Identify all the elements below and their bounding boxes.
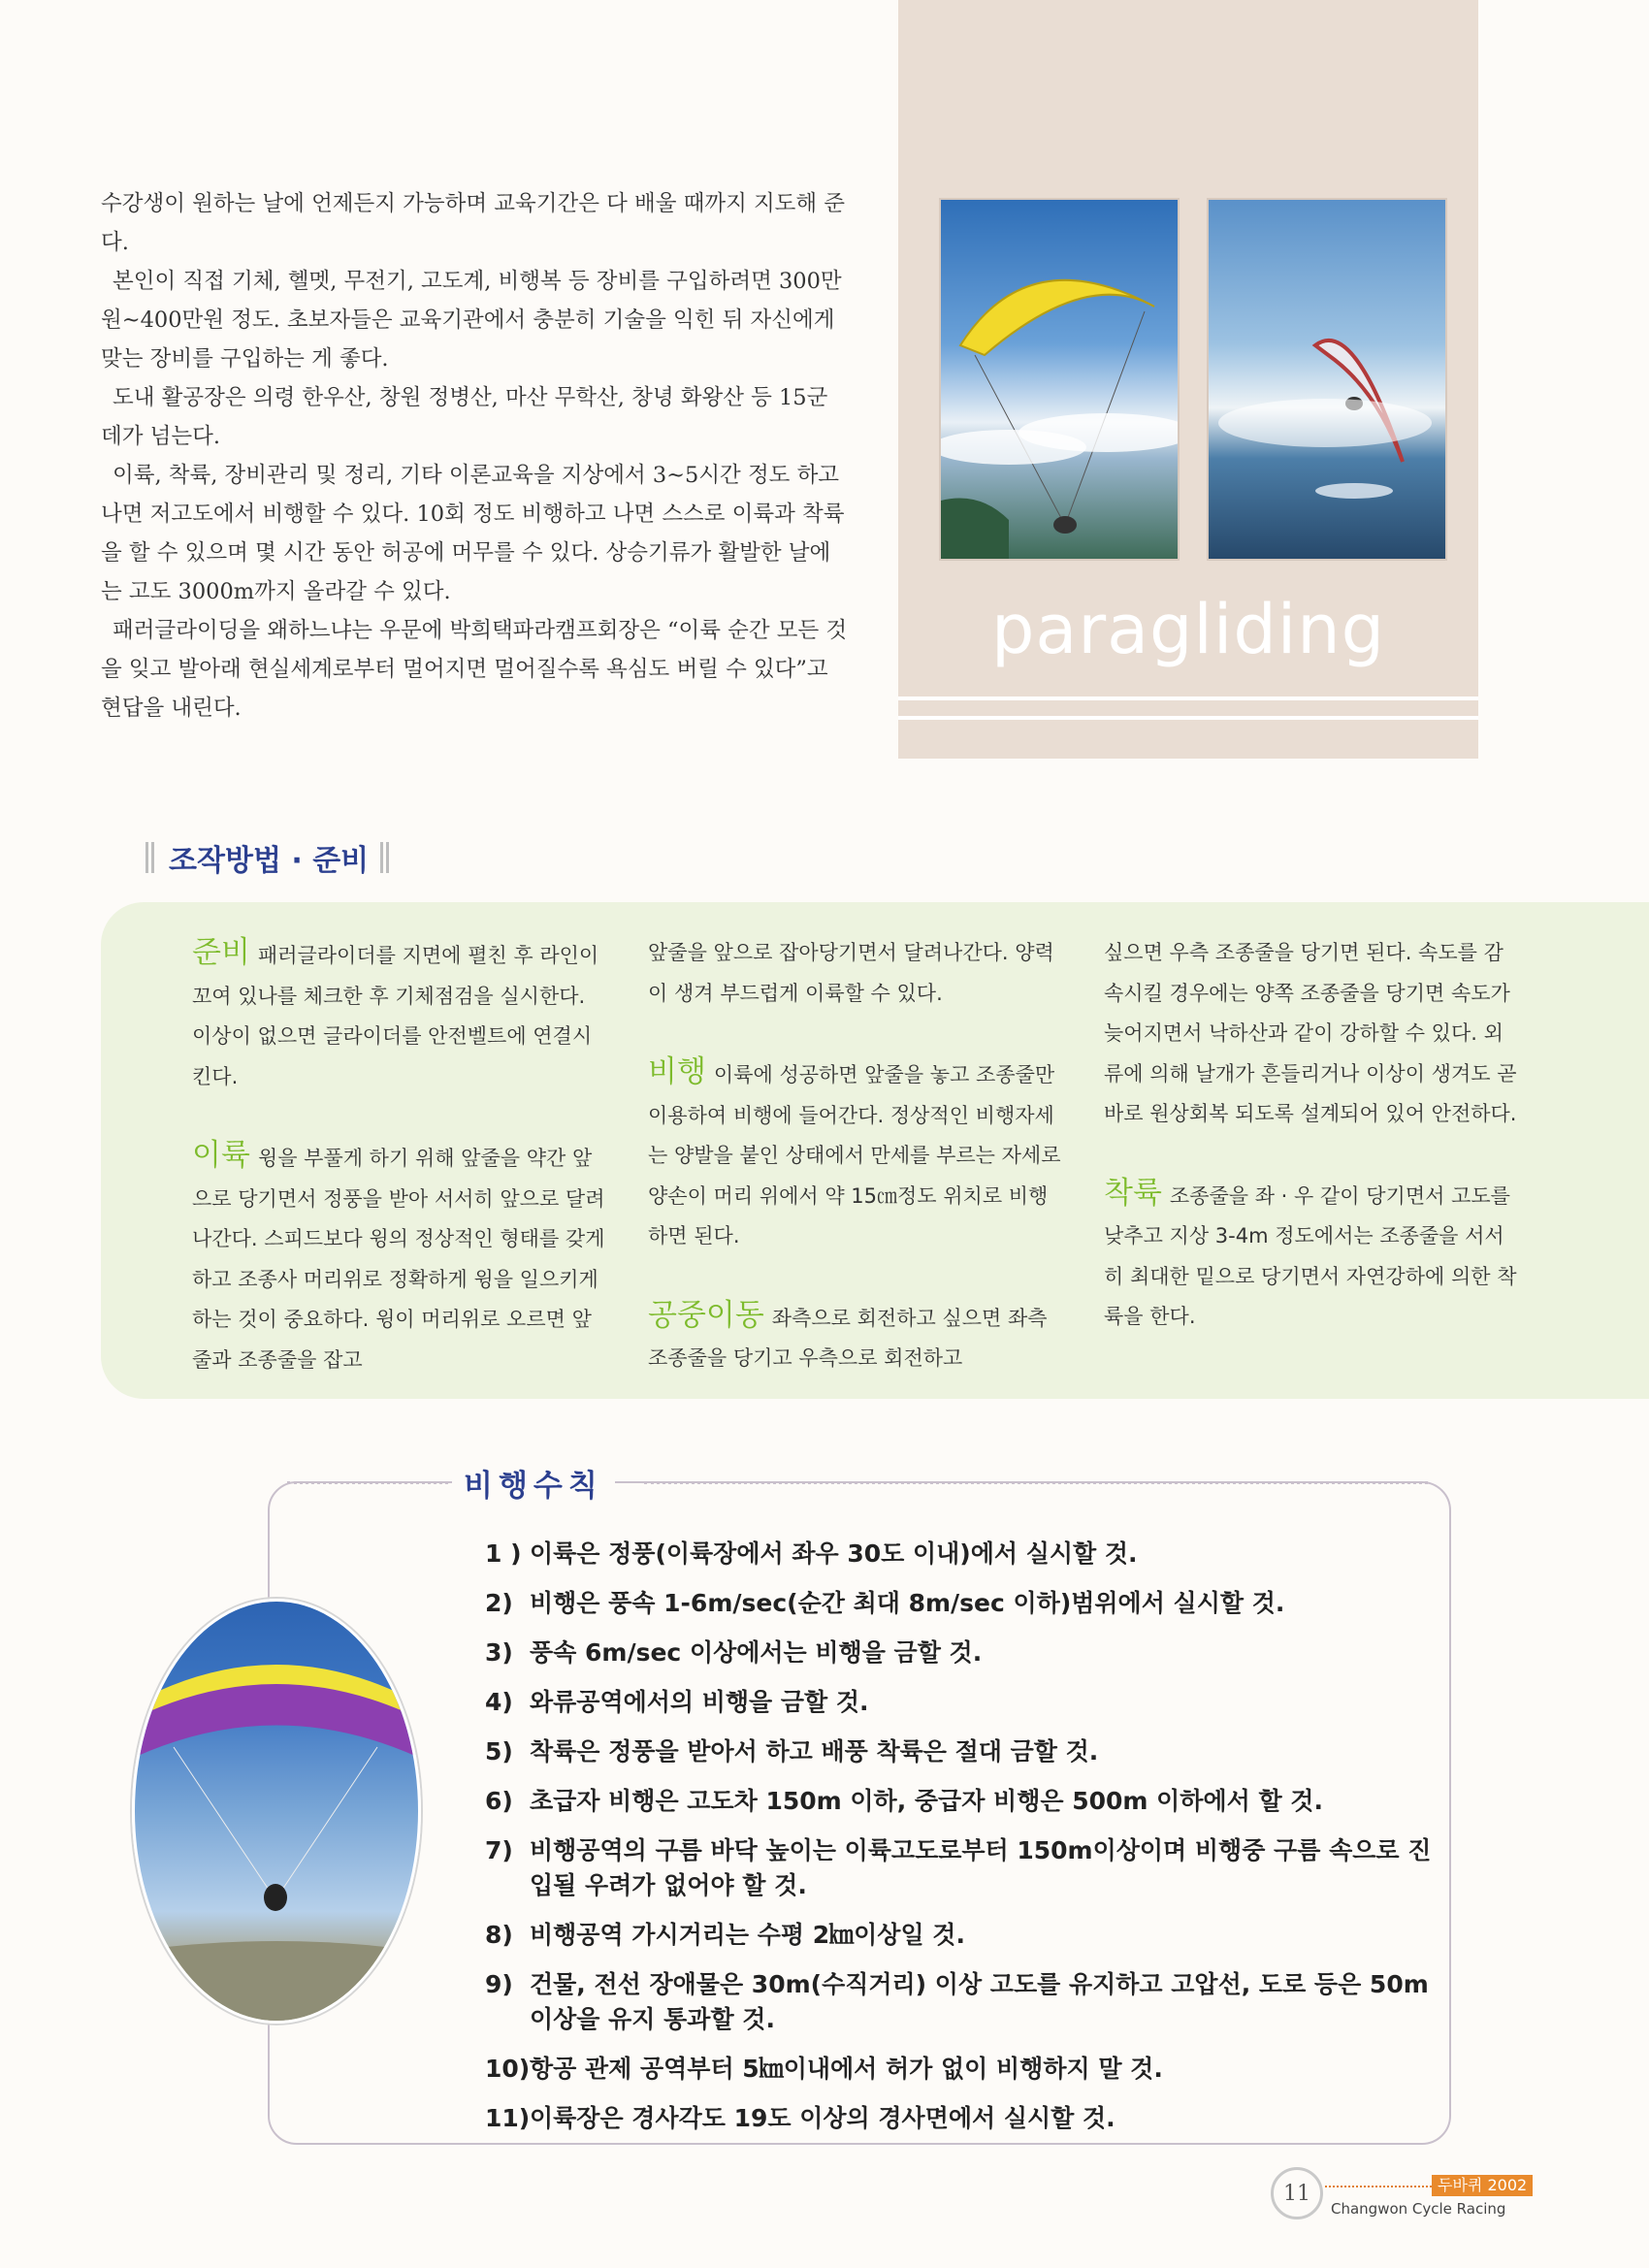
intro-paragraph: 이륙, 착륙, 장비관리 및 정리, 기타 이론교육을 지상에서 3~5시간 정도 하고 나면 저고도에서 비행할 수 있다. 10회 정도 비행하고 나면 스스로 이륙과 착륙을 할 수 있으며 몇 시간 동안 허공에 머무를 수 있다. 상승기류가 활발한 날에는 고도 3000m까지 올라갈 수 있다. bbox=[101, 463, 845, 604]
rule-number: 11) bbox=[485, 2104, 531, 2132]
text-block bbox=[648, 933, 1067, 1014]
text-block bbox=[1104, 1174, 1523, 1338]
block-text: 앞줄을 앞으로 잡아당기면서 달려나간다. 양력이 생겨 부드럽게 이륙할 수 있다. bbox=[648, 941, 1054, 1005]
rule-number: 6) bbox=[485, 1787, 513, 1815]
section-title: 조작방법 · 준비 bbox=[169, 844, 370, 878]
rule-text: 비행공역 가시거리는 수평 2㎞이상일 것. bbox=[530, 1921, 965, 1949]
intro-text bbox=[101, 184, 848, 728]
rule-number: 10) bbox=[485, 2055, 531, 2083]
block-text: 윙을 부풀게 하기 위해 앞줄을 약간 앞으로 당기면서 정풍을 받아 서서히 앞으로 달려나간다. 스피드보다 윙의 정상적인 형태를 갖게 하고 조종사 머리위로 정확하게 윙을 일으키게 하는 것이 중요하다. 윙이 머리위로 오르면 앞줄과 조종줄을 잡고 bbox=[192, 1147, 605, 1372]
footer-subtitle: Changwon Cycle Racing bbox=[1331, 2200, 1506, 2218]
intro-paragraph: 패러글라이딩을 왜하느냐는 우문에 박희택파라캠프회장은 “이륙 순간 모든 것을 잊고 발아래 현실세계로부터 멀어지면 멀어질수록 욕심도 버릴 수 있다”고 현답을 내린다. bbox=[101, 618, 848, 721]
rule-text: 항공 관제 공역부터 5㎞이내에서 허가 없이 비행하지 말 것. bbox=[530, 2055, 1163, 2083]
keyword: 이륙 bbox=[192, 1138, 250, 1173]
block-text: 패러글라이더를 지면에 펼친 후 라인이 꼬여 있나를 체크한 후 기체점검을 실시한다. 이상이 없으면 글라이더를 안전벨트에 연결시킨다. bbox=[192, 944, 599, 1088]
rule-item bbox=[485, 1685, 1436, 1720]
intro-paragraph: 수강생이 원하는 날에 언제든지 가능하며 교육기간은 다 배울 때까지 지도해 준다. bbox=[101, 191, 846, 255]
text-block bbox=[1104, 933, 1523, 1135]
rule-text: 풍속 6m/sec 이상에서는 비행을 금할 것. bbox=[530, 1638, 983, 1667]
rule-text: 건물, 전선 장애물은 30m(수직거리) 이상 고도를 유지하고 고압선, 도로 등은 50m 이상을 유지 통과할 것. bbox=[530, 1970, 1429, 2033]
rule-number: 8) bbox=[485, 1921, 513, 1949]
rule-number: 1 ) bbox=[485, 1539, 522, 1568]
rule-number: 4) bbox=[485, 1688, 513, 1716]
rule-item bbox=[485, 1636, 1436, 1670]
rule-item bbox=[485, 1784, 1436, 1819]
rule-item bbox=[485, 1918, 1436, 1953]
keyword: 준비 bbox=[192, 935, 250, 970]
text-block bbox=[648, 1296, 1067, 1379]
heading-bars-icon bbox=[146, 842, 157, 873]
rule-text: 초급자 비행은 고도차 150m 이하, 중급자 비행은 500m 이하에서 할 것. bbox=[530, 1787, 1323, 1815]
rule-item bbox=[485, 1537, 1436, 1571]
photo-panel bbox=[898, 0, 1478, 759]
footer-dotted-line bbox=[1325, 2186, 1432, 2187]
block-text: 좌측으로 회전하고 싶으면 좌측 조종줄을 당기고 우측으로 회전하고 bbox=[648, 1306, 1048, 1370]
paraglider-photo-red bbox=[1207, 198, 1447, 561]
paraglider-photo-yellow bbox=[939, 198, 1180, 561]
block-text: 싶으면 우측 조종줄을 당기면 된다. 속도를 감속시킬 경우에는 양쪽 조종줄을 당기면 속도가 늦어지면서 낙하산과 같이 강하할 수 있다. 외류에 의해 날개가 흔들리거나 이상이 생겨도 곧바로 원상회복 되도록 설계되어 있어 안전하다. bbox=[1104, 941, 1517, 1125]
keyword: 비행 bbox=[648, 1054, 706, 1089]
rule-text: 와류공역에서의 비행을 금할 것. bbox=[530, 1688, 869, 1716]
rule-number: 9) bbox=[485, 1970, 513, 1998]
rule-number: 2) bbox=[485, 1589, 513, 1617]
keyword: 공중이동 bbox=[648, 1297, 764, 1333]
column-2 bbox=[648, 933, 1067, 1419]
intro-paragraph: 도내 활공장은 의령 한우산, 창원 정병산, 마산 무학산, 창녕 화왕산 등 15군데가 넘는다. bbox=[101, 385, 828, 449]
rule-item bbox=[485, 2101, 1436, 2136]
rule-text: 이륙은 정풍(이륙장에서 좌우 30도 이내)에서 실시할 것. bbox=[530, 1539, 1138, 1568]
text-block bbox=[192, 1136, 611, 1380]
rule-text: 비행공역의 구름 바닥 높이는 이륙고도로부터 150m이상이며 비행중 구름 속으로 진입될 우려가 없어야 할 것. bbox=[530, 1836, 1432, 1899]
heading-bars-icon bbox=[380, 842, 392, 873]
rules-heading bbox=[452, 1461, 615, 1505]
text-block bbox=[192, 933, 611, 1097]
block-text: 조종줄을 좌 · 우 같이 당기면서 고도를 낮추고 지상 3-4m 정도에서는 조종줄을 서서히 최대한 밑으로 당기면서 자연강하에 의한 착륙을 한다. bbox=[1104, 1183, 1517, 1328]
operation-columns bbox=[192, 933, 1523, 1419]
panel-divider bbox=[898, 716, 1478, 720]
block-text: 이륙에 성공하면 앞줄을 놓고 조종줄만 이용하여 비행에 들어간다. 정상적인 비행자세는 양발을 붙인 상태에서 만세를 부르는 자세로 양손이 머리 위에서 약 15㎝정도 위치로 비행하면 된다. bbox=[648, 1063, 1061, 1247]
rule-number: 3) bbox=[485, 1638, 513, 1667]
rule-text: 비행은 풍속 1-6m/sec(순간 최대 8m/sec 이하)범위에서 실시할 것. bbox=[530, 1589, 1285, 1617]
rules-dotted-line bbox=[287, 1481, 448, 1484]
intro-paragraph: 본인이 직접 기체, 헬멧, 무전기, 고도계, 비행복 등 장비를 구입하려면 300만원~400만원 정도. 초보자들은 교육기관에서 충분히 기술을 익힌 뒤 자신에게 맞는 장비를 구입하는 게 좋다. bbox=[101, 269, 842, 372]
page-number: 11 bbox=[1271, 2167, 1323, 2219]
rule-item bbox=[485, 2052, 1436, 2087]
keyword: 착륙 bbox=[1104, 1175, 1162, 1211]
rule-item bbox=[485, 1734, 1436, 1769]
section-heading bbox=[146, 836, 392, 879]
paraglider-photo-oval bbox=[132, 1599, 421, 2024]
column-3 bbox=[1104, 933, 1523, 1419]
rule-item bbox=[485, 1833, 1436, 1903]
rule-item bbox=[485, 1967, 1436, 2037]
rules-dotted-line bbox=[644, 1481, 1428, 1484]
page-footer bbox=[1271, 2167, 1562, 2225]
column-1 bbox=[192, 933, 611, 1419]
rules-list bbox=[485, 1537, 1436, 2151]
panel-word: paragliding bbox=[990, 590, 1385, 669]
rule-number: 7) bbox=[485, 1836, 513, 1864]
rule-text: 이륙장은 경사각도 19도 이상의 경사면에서 실시할 것. bbox=[530, 2104, 1116, 2132]
rule-item bbox=[485, 1586, 1436, 1621]
rules-title: 비행수칙 bbox=[464, 1469, 603, 1504]
panel-divider bbox=[898, 697, 1478, 700]
text-block bbox=[648, 1053, 1067, 1257]
rule-text: 착륙은 정풍을 받아서 하고 배풍 착륙은 절대 금할 것. bbox=[530, 1737, 1099, 1766]
footer-badge: 두바퀴 2002 bbox=[1432, 2175, 1533, 2196]
rule-number: 5) bbox=[485, 1737, 513, 1766]
